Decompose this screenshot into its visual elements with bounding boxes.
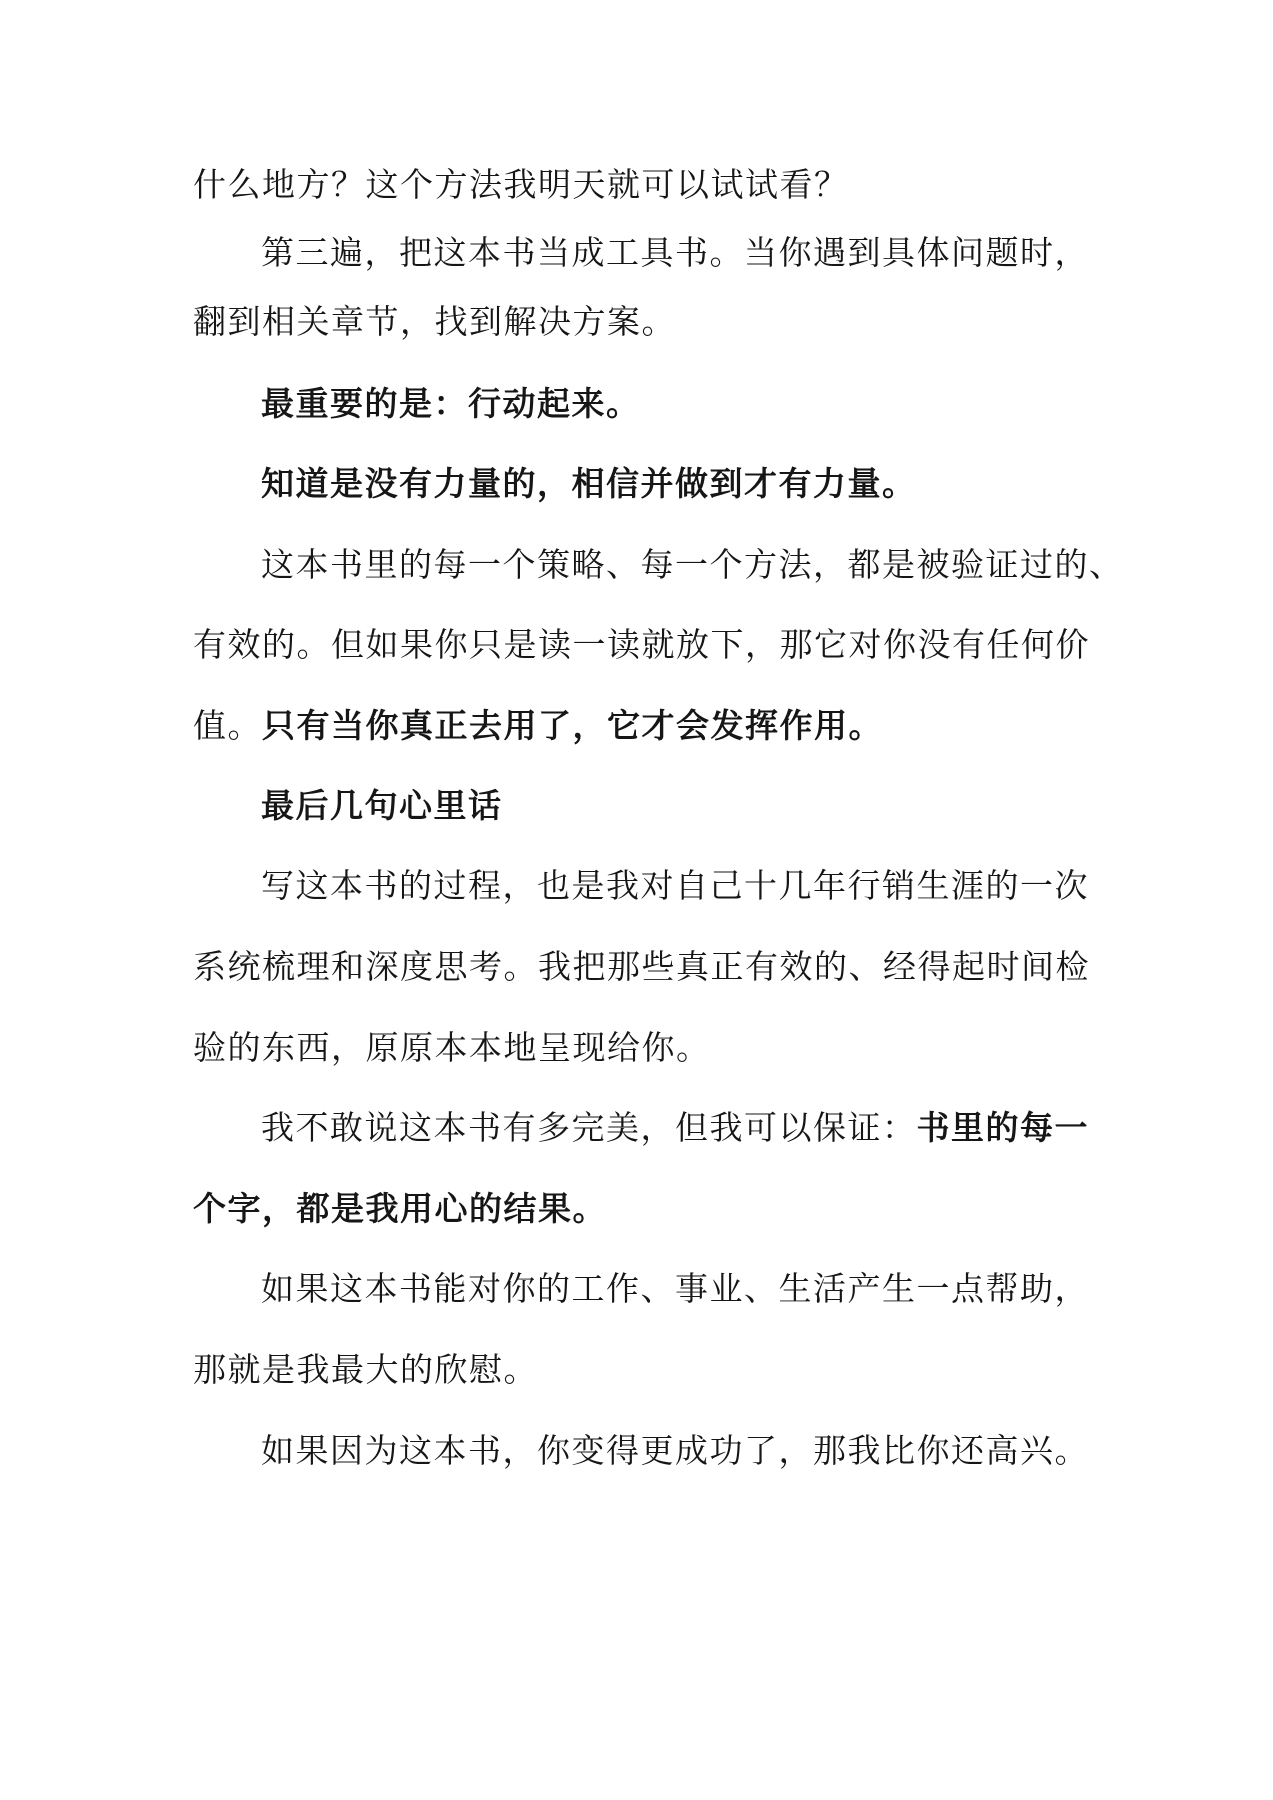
text-segment: 如果因为这本书，你变得更成功了，那我比你还高兴。 — [261, 1431, 1089, 1470]
text-line — [193, 947, 1090, 987]
text-line — [261, 1108, 1089, 1148]
text-segment: 这本书里的每一个策略、每一个方法，都是被验证过的、 — [261, 545, 1124, 584]
text-segment: 最重要的是：行动起来。 — [261, 384, 641, 423]
text-segment: 第三遍，把这本书当成工具书。当你遇到具体问题时， — [261, 233, 1089, 272]
text-segment: 我不敢说这本书有多完美，但我可以保证： — [261, 1108, 917, 1147]
text-line — [261, 545, 1124, 585]
text-line — [261, 1431, 1089, 1471]
bold-text-segment: 书里的每一 — [916, 1108, 1089, 1147]
text-segment: 系统梳理和深度思考。我把那些真正有效的、经得起时间检 — [193, 947, 1090, 986]
text-line — [193, 625, 1090, 665]
section-heading — [261, 786, 503, 826]
text-segment: 最后几句心里话 — [261, 786, 503, 825]
text-line — [261, 1269, 1089, 1309]
text-line — [193, 302, 676, 342]
text-line — [261, 866, 1089, 906]
text-line — [193, 1350, 538, 1390]
text-line — [193, 165, 849, 205]
bold-text-line — [193, 1189, 607, 1229]
text-line — [193, 706, 883, 746]
text-segment: 什么地方？这个方法我明天就可以试试看？ — [193, 165, 849, 204]
bold-heading-line — [261, 384, 641, 424]
text-segment: 那就是我最大的欣慰。 — [193, 1350, 538, 1389]
text-segment: 验的东西，原原本本地呈现给你。 — [193, 1028, 711, 1067]
text-segment: 个字，都是我用心的结果。 — [193, 1189, 607, 1228]
text-segment: 有效的。但如果你只是读一读就放下，那它对你没有任何价 — [193, 625, 1090, 664]
bold-heading-line — [261, 464, 917, 504]
text-segment: 知道是没有力量的，相信并做到才有力量。 — [261, 464, 917, 503]
text-segment: 值。 — [193, 706, 262, 745]
text-line — [261, 233, 1089, 273]
text-segment: 翻到相关章节，找到解决方案。 — [193, 302, 676, 341]
text-segment: 如果这本书能对你的工作、事业、生活产生一点帮助， — [261, 1269, 1089, 1308]
text-line — [193, 1028, 711, 1068]
text-segment: 写这本书的过程，也是我对自己十几年行销生涯的一次 — [261, 866, 1089, 905]
bold-text-segment: 只有当你真正去用了，它才会发挥作用。 — [262, 706, 883, 745]
